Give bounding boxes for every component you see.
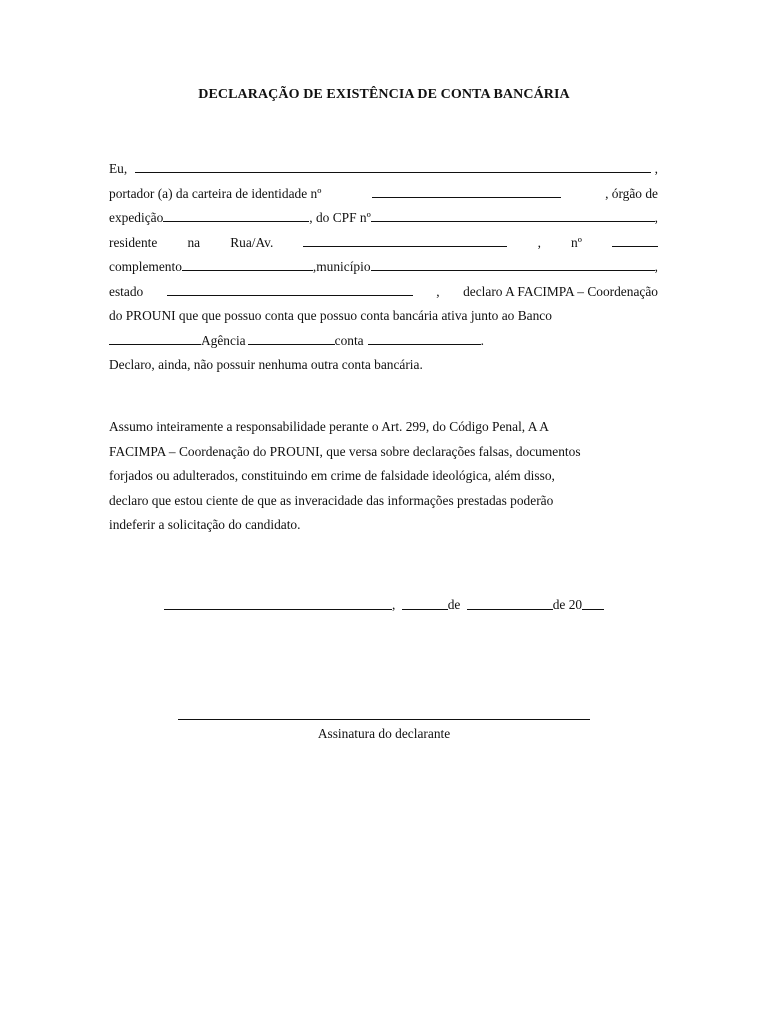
paragraph-line: declaro que estou ciente de que as inveracidade das informações prestadas poderão [109,492,554,508]
paragraph-line: indeferir a solicitação do candidato. [109,517,301,533]
year-blank[interactable] [582,597,604,610]
form-line-name [109,160,658,185]
comma: , [654,161,658,176]
label-estado: estado [109,283,144,299]
comma: , [654,259,658,275]
conta-blank[interactable] [368,332,481,345]
label-orgao: , órgão de [605,185,658,201]
city-blank[interactable] [164,597,392,610]
paragraph-line: Assumo inteiramente a responsabilidade perante o Art. 299, do Código Penal, A A [109,419,549,434]
identity-blank[interactable] [372,185,561,198]
label-expedicao: expedição [109,210,164,226]
label-de2: de 20 [552,597,583,612]
cpf-blank[interactable] [371,209,655,222]
agencia-blank[interactable] [248,332,335,345]
estado-blank[interactable] [167,283,413,296]
comma: , [654,210,658,226]
paragraph-line: FACIMPA – Coordenação do PROUNI, que versa sobre declarações falsas, documentos [109,443,581,459]
date-comma: , [392,597,396,612]
form-line-identity [109,185,658,210]
label-residente: residente [109,234,158,250]
label-numero: nº [571,234,582,250]
form-line-agencia [109,332,658,357]
address-blank[interactable] [303,234,507,247]
label-municipio: ,município [312,259,371,275]
form-line-address [109,234,658,259]
label-declaro: declaro A FACIMPA – Coordenação [463,283,658,299]
label-eu: Eu, [109,161,128,176]
month-blank[interactable] [467,597,553,610]
label-de1: de [447,597,461,612]
comma: , [537,234,541,250]
expedicao-blank[interactable] [163,209,309,222]
form-line-expedicao [109,209,658,234]
label-agencia: Agência [201,333,246,349]
label-rua: Rua/Av. [230,234,274,250]
paragraph-line: forjados ou adulterados, constituindo em crime de falsidade ideológica, além disso, [109,468,555,484]
label-cpf: , do CPF nº [309,210,371,226]
form-line-estado [109,283,658,308]
period: . [480,333,484,349]
municipio-blank[interactable] [371,258,655,271]
banco-blank[interactable] [109,332,201,345]
label-prouni: do PROUNI que que possuo conta que possuo conta bancária ativa junto ao Banco [109,307,552,323]
form-fields [109,160,658,381]
name-blank[interactable] [135,160,650,173]
form-line-complemento [109,258,658,283]
day-blank[interactable] [402,597,448,610]
date-line [164,597,604,613]
label-conta: conta [334,333,364,349]
declaro-ainda-text: Declaro, ainda, não possuir nenhuma outra conta bancária. [109,356,423,372]
label-complemento: complemento [109,259,182,275]
label-portador: portador (a) da carteira de identidade nº [109,185,322,201]
number-blank[interactable] [612,234,658,247]
signature-line[interactable] [178,719,590,720]
responsibility-paragraph [109,419,658,542]
signature-label: Assinatura do declarante [317,726,451,741]
comma: , [436,283,440,299]
form-line-declaro-ainda [109,357,658,382]
form-line-prouni [109,308,658,333]
complemento-blank[interactable] [182,258,313,271]
label-na: na [187,234,201,250]
document-title: DECLARAÇÃO DE EXISTÊNCIA DE CONTA BANCÁRIA [198,87,570,102]
